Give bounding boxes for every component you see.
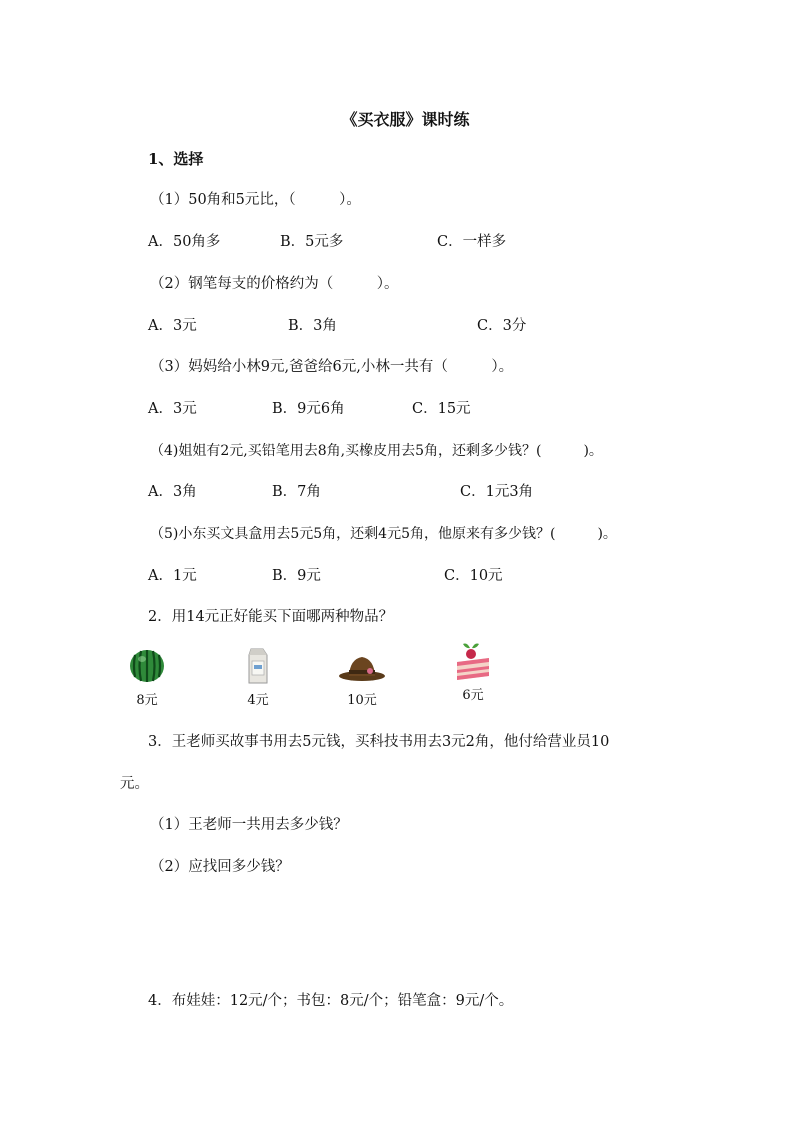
q5-option-c: C．10元 <box>444 568 503 584</box>
q5-option-b: B．9元 <box>272 568 321 584</box>
item-milk <box>228 645 288 708</box>
hat-price: 10元 <box>347 693 377 708</box>
q1-option-c: C．一样多 <box>437 234 507 250</box>
q3-option-b: B．9元6角 <box>272 401 345 417</box>
section3-question-line1: 3．王老师买故事书用去5元钱，买科技书用去3元2角，他付给营业员10 <box>148 734 610 750</box>
q4-option-a: A．3角 <box>148 484 197 500</box>
question-4: （4)姐姐有2元,买铅笔用去8角,买橡皮用去5角，还剩多少钱？( )。 <box>150 443 603 459</box>
cake-icon <box>453 640 493 685</box>
q1-option-b: B．5元多 <box>280 234 344 250</box>
q4-option-c: C．1元3角 <box>460 484 534 500</box>
milk-price: 4元 <box>247 693 269 708</box>
q2-option-a: A．3元 <box>148 318 197 334</box>
question-3: （3）妈妈给小林9元,爸爸给6元,小林一共有（ ）。 <box>150 359 514 375</box>
q5-option-a: A．1元 <box>148 568 197 584</box>
question-2: （2）钢笔每支的价格约为（ ）。 <box>150 276 399 292</box>
q1-option-a: A．50角多 <box>148 234 221 250</box>
item-hat <box>332 645 392 708</box>
question-1: （1）50角和5元比，（ ）。 <box>150 192 361 208</box>
section1-heading: 1、选择 <box>148 150 204 168</box>
hat-icon <box>342 645 382 685</box>
section4-question: 4．布娃娃：12元/个；书包：8元/个；铅笔盒：9元/个。 <box>148 993 514 1009</box>
q2-option-c: C．3分 <box>477 318 527 334</box>
watermelon-icon <box>127 645 167 685</box>
page-title: 《买衣服》课时练 <box>341 110 470 129</box>
q3-option-c: C．15元 <box>412 401 471 417</box>
watermelon-price: 8元 <box>136 693 158 708</box>
question-5: （5)小东买文具盒用去5元5角，还剩4元5角，他原来有多少钱？( )。 <box>150 526 617 542</box>
section3-question-line2: 元。 <box>120 776 149 792</box>
section3-sub-1: （1）王老师一共用去多少钱？ <box>150 817 348 833</box>
milk-carton-icon <box>238 645 278 685</box>
q3-option-a: A．3元 <box>148 401 197 417</box>
cake-price: 6元 <box>462 688 484 703</box>
item-cake <box>443 640 503 703</box>
item-watermelon <box>117 645 177 708</box>
q2-option-b: B．3角 <box>288 318 337 334</box>
section3-sub-2: （2）应找回多少钱？ <box>150 859 290 875</box>
section2-question: 2．用14元正好能买下面哪两种物品？ <box>148 609 394 625</box>
q4-option-b: B．7角 <box>272 484 321 500</box>
